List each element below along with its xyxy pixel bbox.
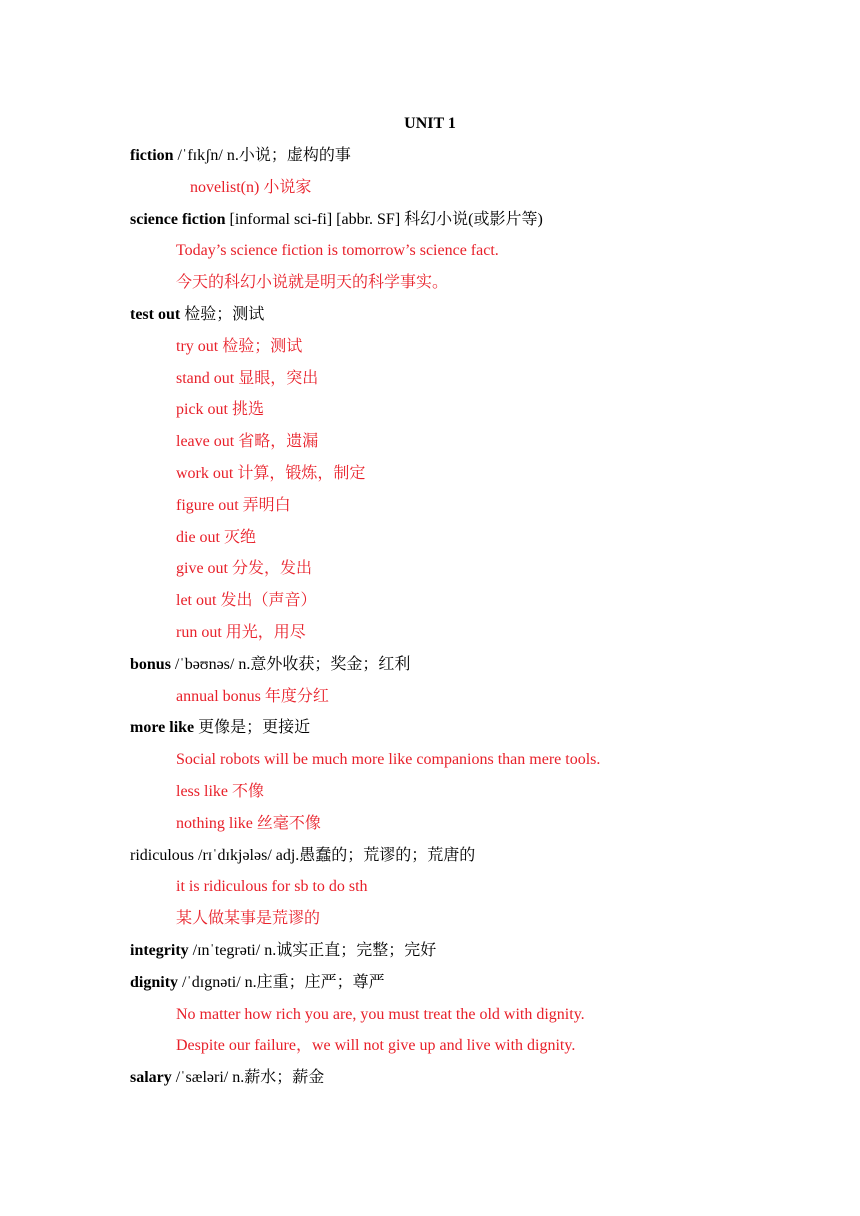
vocab-entry bbox=[0, 654, 860, 686]
vocab-entry bbox=[0, 717, 860, 749]
vocab-term: fiction bbox=[130, 147, 174, 164]
vocab-term: integrity bbox=[130, 941, 189, 959]
vocab-definition: 更像是；更接近 bbox=[194, 719, 311, 737]
unit-title: UNIT 1 bbox=[404, 115, 456, 132]
vocab-entry bbox=[0, 145, 860, 177]
example-line: Despite our failure，we will not give up and live with dignity. bbox=[176, 1037, 576, 1055]
vocab-definition: /ɪnˈtegrəti/ n.诚实正直；完整；完好 bbox=[188, 941, 437, 959]
vocab-definition: /rɪˈdɪkjələs/ adj.愚蠢的；荒谬的；荒唐的 bbox=[194, 846, 476, 864]
example-line: annual bonus 年度分红 bbox=[176, 687, 329, 705]
example-line: stand out 显眼，突出 bbox=[176, 369, 319, 387]
vocab-definition: [informal sci-fi] [abbr. SF] 科幻小说(或影片等) bbox=[225, 210, 543, 228]
vocab-definition: /ˈbəʊnəs/ n.意外收获；奖金；红利 bbox=[170, 655, 411, 673]
vocab-definition: /ˈfɪkʃn/ n.小说；虚构的事 bbox=[173, 147, 351, 164]
vocab-term: bonus bbox=[130, 655, 171, 673]
vocab-entry bbox=[0, 845, 860, 877]
example-line: give out 分发，发出 bbox=[176, 560, 312, 578]
example-line: try out 检验；测试 bbox=[176, 337, 303, 355]
example-line: figure out 弄明白 bbox=[176, 496, 291, 514]
vocab-term: science fiction bbox=[130, 210, 226, 228]
vocab-definition: 检验；测试 bbox=[180, 305, 265, 323]
example-line: it is ridiculous for sb to do sth bbox=[176, 878, 368, 896]
example-line: Today’s science fiction is tomorrow’s science fact. bbox=[176, 242, 499, 260]
example-line: Social robots will be much more like companions than mere tools. bbox=[176, 751, 601, 769]
vocab-term: ridiculous bbox=[130, 846, 194, 864]
example-line: pick out 挑选 bbox=[176, 401, 264, 419]
vocab-entry bbox=[0, 304, 860, 336]
vocab-entry bbox=[0, 940, 860, 972]
example-line: nothing like 丝毫不像 bbox=[176, 814, 321, 832]
example-line: 某人做某事是荒谬的 bbox=[176, 910, 321, 928]
vocab-definition: /ˈsæləri/ n.薪水；薪金 bbox=[171, 1069, 325, 1087]
vocabulary-list bbox=[0, 145, 860, 1099]
example-line: 今天的科幻小说就是明天的科学事实。 bbox=[176, 274, 449, 292]
example-line: leave out 省略，遗漏 bbox=[176, 433, 319, 451]
example-line: No matter how rich you are, you must treat the old with dignity. bbox=[176, 1005, 585, 1023]
example-line: less like 不像 bbox=[176, 782, 264, 800]
example-line: die out 灭绝 bbox=[176, 528, 256, 546]
vocab-term: more like bbox=[130, 719, 195, 737]
vocab-term: dignity bbox=[130, 973, 179, 991]
vocab-term: test out bbox=[130, 305, 181, 323]
example-line: let out 发出（声音） bbox=[176, 592, 317, 610]
example-line: run out 用光，用尽 bbox=[176, 623, 306, 641]
example-line: work out 计算，锻炼，制定 bbox=[176, 464, 366, 482]
example-line: novelist(n) 小说家 bbox=[190, 178, 312, 196]
vocab-entry bbox=[0, 1067, 860, 1099]
vocab-entry bbox=[0, 209, 860, 241]
vocab-entry bbox=[0, 972, 860, 1004]
vocab-definition: /ˈdɪgnəti/ n.庄重；庄严；尊严 bbox=[178, 973, 385, 991]
vocab-term: salary bbox=[130, 1069, 172, 1087]
